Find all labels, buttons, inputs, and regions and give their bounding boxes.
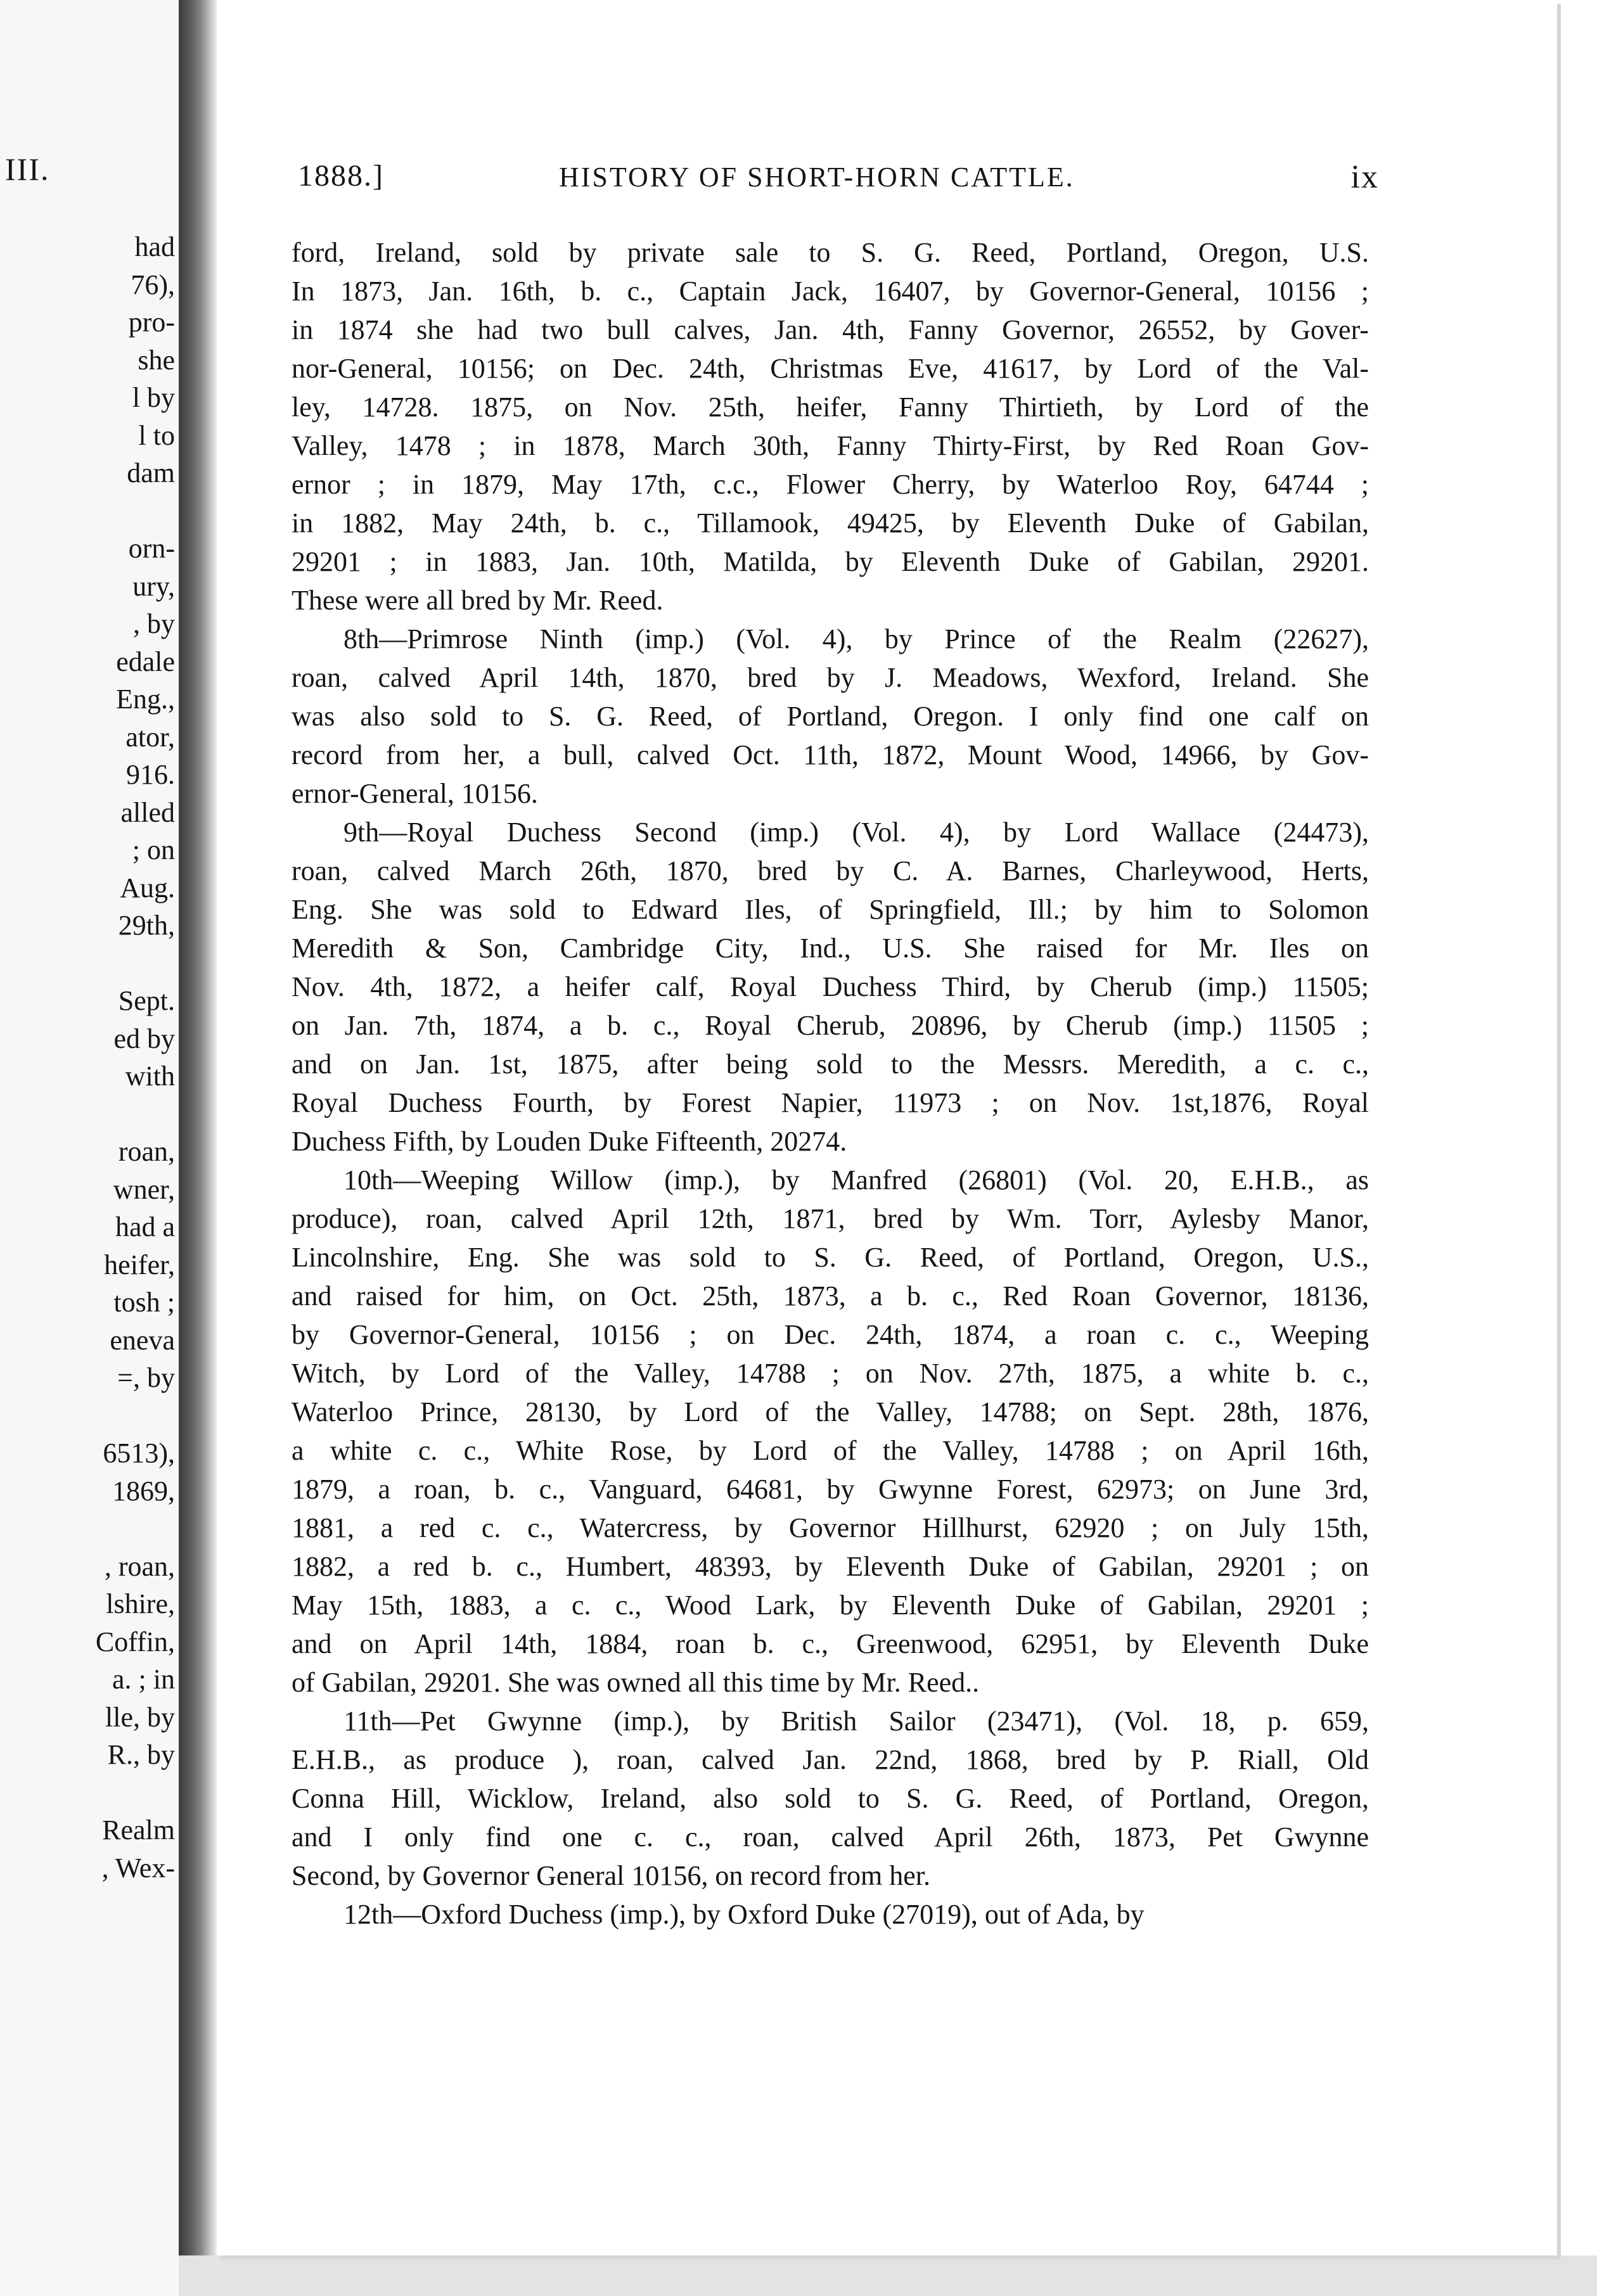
header-year: 1888.] [298, 159, 384, 193]
text-line: ford, Ireland, sold by private sale to S. G. Reed, Portland, Oregon, U.S. [292, 237, 1369, 268]
facing-page-line: , Wex- [101, 1852, 175, 1884]
facing-page-line [96, 1397, 175, 1435]
facing-page-line: R., by [107, 1739, 175, 1770]
text-line: Waterloo Prince, 28130, by Lord of the Valley, 14788; on Sept. 28th, 1876, [292, 1396, 1369, 1427]
facing-page-line: , roan, [104, 1550, 175, 1582]
text-line: 8th—Primrose Ninth (imp.) (Vol. 4), by Prince of the Realm (22627), [343, 623, 1369, 654]
text-line: in 1874 she had two bull calves, Jan. 4th, Fanny Governor, 26552, by Gover- [292, 314, 1369, 345]
facing-page-line: had a [115, 1211, 175, 1242]
text-line: 11th—Pet Gwynne (imp.), by British Sailor (23471), (Vol. 18, p. 659, [343, 1706, 1369, 1737]
page-number: ix [1350, 159, 1379, 195]
facing-page-line: Eng., [116, 684, 175, 715]
text-line: nor-General, 10156; on Dec. 24th, Christmas Eve, 41617, by Lord of the Val- [292, 353, 1369, 384]
facing-page-line: dam [127, 457, 175, 488]
facing-page-line: l to [138, 419, 175, 451]
facing-page-line: lle, by [105, 1701, 175, 1733]
text-line: 10th—Weeping Willow (imp.), by Manfred (26801) (Vol. 20, E.H.B., as [343, 1164, 1369, 1196]
text-line: Nov. 4th, 1872, a heifer calf, Royal Duchess Third, by Cherub (imp.) 11505; [292, 971, 1369, 1002]
facing-page-line: lshire, [106, 1588, 175, 1619]
text-line: 1879, a roan, b. c., Vanguard, 64681, by Gwynne Forest, 62973; on June 3rd, [292, 1474, 1369, 1505]
text-line: 1882, a red b. c., Humbert, 48393, by Eleventh Duke of Gabilan, 29201 ; on [292, 1551, 1369, 1582]
facing-page-line: 76), [131, 269, 175, 300]
text-line: Eng. She was sold to Edward Iles, of Springfield, Ill.; by him to Solomon [292, 894, 1369, 925]
facing-page-line: , by [133, 608, 175, 639]
facing-page-line: alled [120, 796, 175, 828]
facing-page-line: orn- [128, 533, 175, 564]
facing-page-line: roan, [118, 1136, 175, 1167]
facing-page-line: had [134, 231, 175, 262]
facing-page-line: Coffin, [95, 1626, 175, 1657]
facing-page [0, 0, 179, 2296]
text-line: 12th—Oxford Duchess (imp.), by Oxford Duke (27019), out of Ada, by [343, 1899, 1145, 1930]
facing-page-line: =, by [117, 1362, 175, 1393]
text-line: roan, calved April 14th, 1870, bred by J. Meadows, Wexford, Ireland. She [292, 662, 1369, 693]
text-line: Duchess Fifth, by Louden Duke Fifteenth, 20274. [292, 1126, 847, 1157]
text-line: 9th—Royal Duchess Second (imp.) (Vol. 4), by Lord Wallace (24473), [343, 817, 1369, 848]
facing-page-line: l by [132, 382, 175, 413]
text-line: Second, by Governor General 10156, on record from her. [292, 1860, 931, 1891]
facing-page-line: ed by [113, 1023, 175, 1054]
text-line: and on Jan. 1st, 1875, after being sold to the Messrs. Meredith, a c. c., [292, 1049, 1369, 1080]
facing-page-line: ; on [132, 834, 175, 865]
text-line: was also sold to S. G. Reed, of Portland, Oregon. I only find one calf on [292, 701, 1369, 732]
text-line: These were all bred by Mr. Reed. [292, 585, 664, 616]
book-gutter [179, 0, 217, 2296]
facing-page-line: ury, [132, 570, 175, 602]
facing-page-line [96, 1095, 175, 1133]
text-line: Royal Duchess Fourth, by Forest Napier, 11973 ; on Nov. 1st,1876, Royal [292, 1087, 1369, 1118]
facing-page-line [96, 492, 175, 530]
facing-page-line: Aug. [120, 872, 175, 903]
facing-page-line: eneva [110, 1324, 175, 1356]
text-line: roan, calved March 26th, 1870, bred by C. A. Barnes, Charleywood, Herts, [292, 855, 1369, 886]
facing-page-line: wner, [113, 1173, 175, 1205]
text-line: ernor-General, 10156. [292, 778, 538, 809]
text-line: 29201 ; in 1883, Jan. 10th, Matilda, by Eleventh Duke of Gabilan, 29201. [292, 546, 1369, 577]
facing-page-text [96, 228, 175, 1887]
text-line: In 1873, Jan. 16th, b. c., Captain Jack, 16407, by Governor-General, 10156 ; [292, 276, 1369, 307]
text-line: and raised for him, on Oct. 25th, 1873, a b. c., Red Roan Governor, 18136, [292, 1280, 1369, 1311]
text-line: and I only find one c. c., roan, calved April 26th, 1873, Pet Gwynne [292, 1821, 1369, 1853]
facing-page-header: III. [5, 151, 50, 187]
text-line: Meredith & Son, Cambridge City, Ind., U.S. She raised for Mr. Iles on [292, 933, 1369, 964]
text-line: Witch, by Lord of the Valley, 14788 ; on Nov. 27th, 1875, a white b. c., [292, 1358, 1369, 1389]
facing-page-line: 6513), [103, 1438, 175, 1469]
text-line: a white c. c., White Rose, by Lord of the Valley, 14788 ; on April 16th, [292, 1435, 1369, 1466]
facing-page-line: 1869, [112, 1475, 175, 1507]
text-line: produce), roan, calved April 12th, 1871, bred by Wm. Torr, Aylesby Manor, [292, 1203, 1369, 1234]
facing-page-line: pro- [128, 307, 175, 338]
text-line: ley, 14728. 1875, on Nov. 25th, heifer, Fanny Thirtieth, by Lord of the [292, 392, 1369, 423]
facing-page-line: Sept. [118, 985, 175, 1016]
facing-page-line: she [138, 344, 175, 376]
facing-page-line [96, 1774, 175, 1812]
page-bottom-edge [179, 2255, 1597, 2296]
facing-page-line: a. ; in [112, 1664, 175, 1695]
text-line: ernor ; in 1879, May 17th, c.c., Flower Cherry, by Waterloo Roy, 64744 ; [292, 469, 1369, 500]
facing-page-line [96, 1510, 175, 1548]
text-line: May 15th, 1883, a c. c., Wood Lark, by Eleventh Duke of Gabilan, 29201 ; [292, 1590, 1369, 1621]
text-line: by Governor-General, 10156 ; on Dec. 24th, 1874, a roan c. c., Weeping [292, 1319, 1369, 1350]
text-line: 1881, a red c. c., Watercress, by Governor Hillhurst, 62920 ; on July 15th, [292, 1512, 1369, 1543]
facing-page-line: 29th, [118, 910, 175, 941]
facing-page-line: edale [116, 646, 175, 677]
facing-page-line: Realm [102, 1814, 175, 1846]
running-header [298, 158, 1379, 203]
header-title: HISTORY OF SHORT-HORN CATTLE. [559, 162, 1075, 193]
text-line: Valley, 1478 ; in 1878, March 30th, Fanny Thirty-First, by Red Roan Gov- [292, 430, 1369, 461]
facing-page-line: tosh ; [113, 1287, 175, 1318]
facing-page-line: 916. [126, 759, 175, 790]
text-line: record from her, a bull, calved Oct. 11th, 1872, Mount Wood, 14966, by Gov- [292, 739, 1369, 770]
text-line: of Gabilan, 29201. She was owned all this time by Mr. Reed.. [292, 1667, 980, 1698]
text-line: Conna Hill, Wicklow, Ireland, also sold to S. G. Reed, of Portland, Oregon, [292, 1783, 1369, 1814]
text-line: Lincolnshire, Eng. She was sold to S. G. Reed, of Portland, Oregon, U.S., [292, 1242, 1369, 1273]
facing-page-line: with [125, 1061, 175, 1092]
text-line: and on April 14th, 1884, roan b. c., Greenwood, 62951, by Eleventh Duke [292, 1628, 1369, 1659]
facing-page-line: heifer, [104, 1249, 175, 1280]
text-line: in 1882, May 24th, b. c., Tillamook, 49425, by Eleventh Duke of Gabilan, [292, 507, 1369, 539]
text-line: on Jan. 7th, 1874, a b. c., Royal Cherub, 20896, by Cherub (imp.) 11505 ; [292, 1010, 1369, 1041]
facing-page-line: ator, [125, 721, 175, 753]
facing-page-line [96, 945, 175, 983]
text-line: E.H.B., as produce ), roan, calved Jan. 22nd, 1868, bred by P. Riall, Old [292, 1744, 1369, 1775]
body-text [292, 233, 1369, 1934]
